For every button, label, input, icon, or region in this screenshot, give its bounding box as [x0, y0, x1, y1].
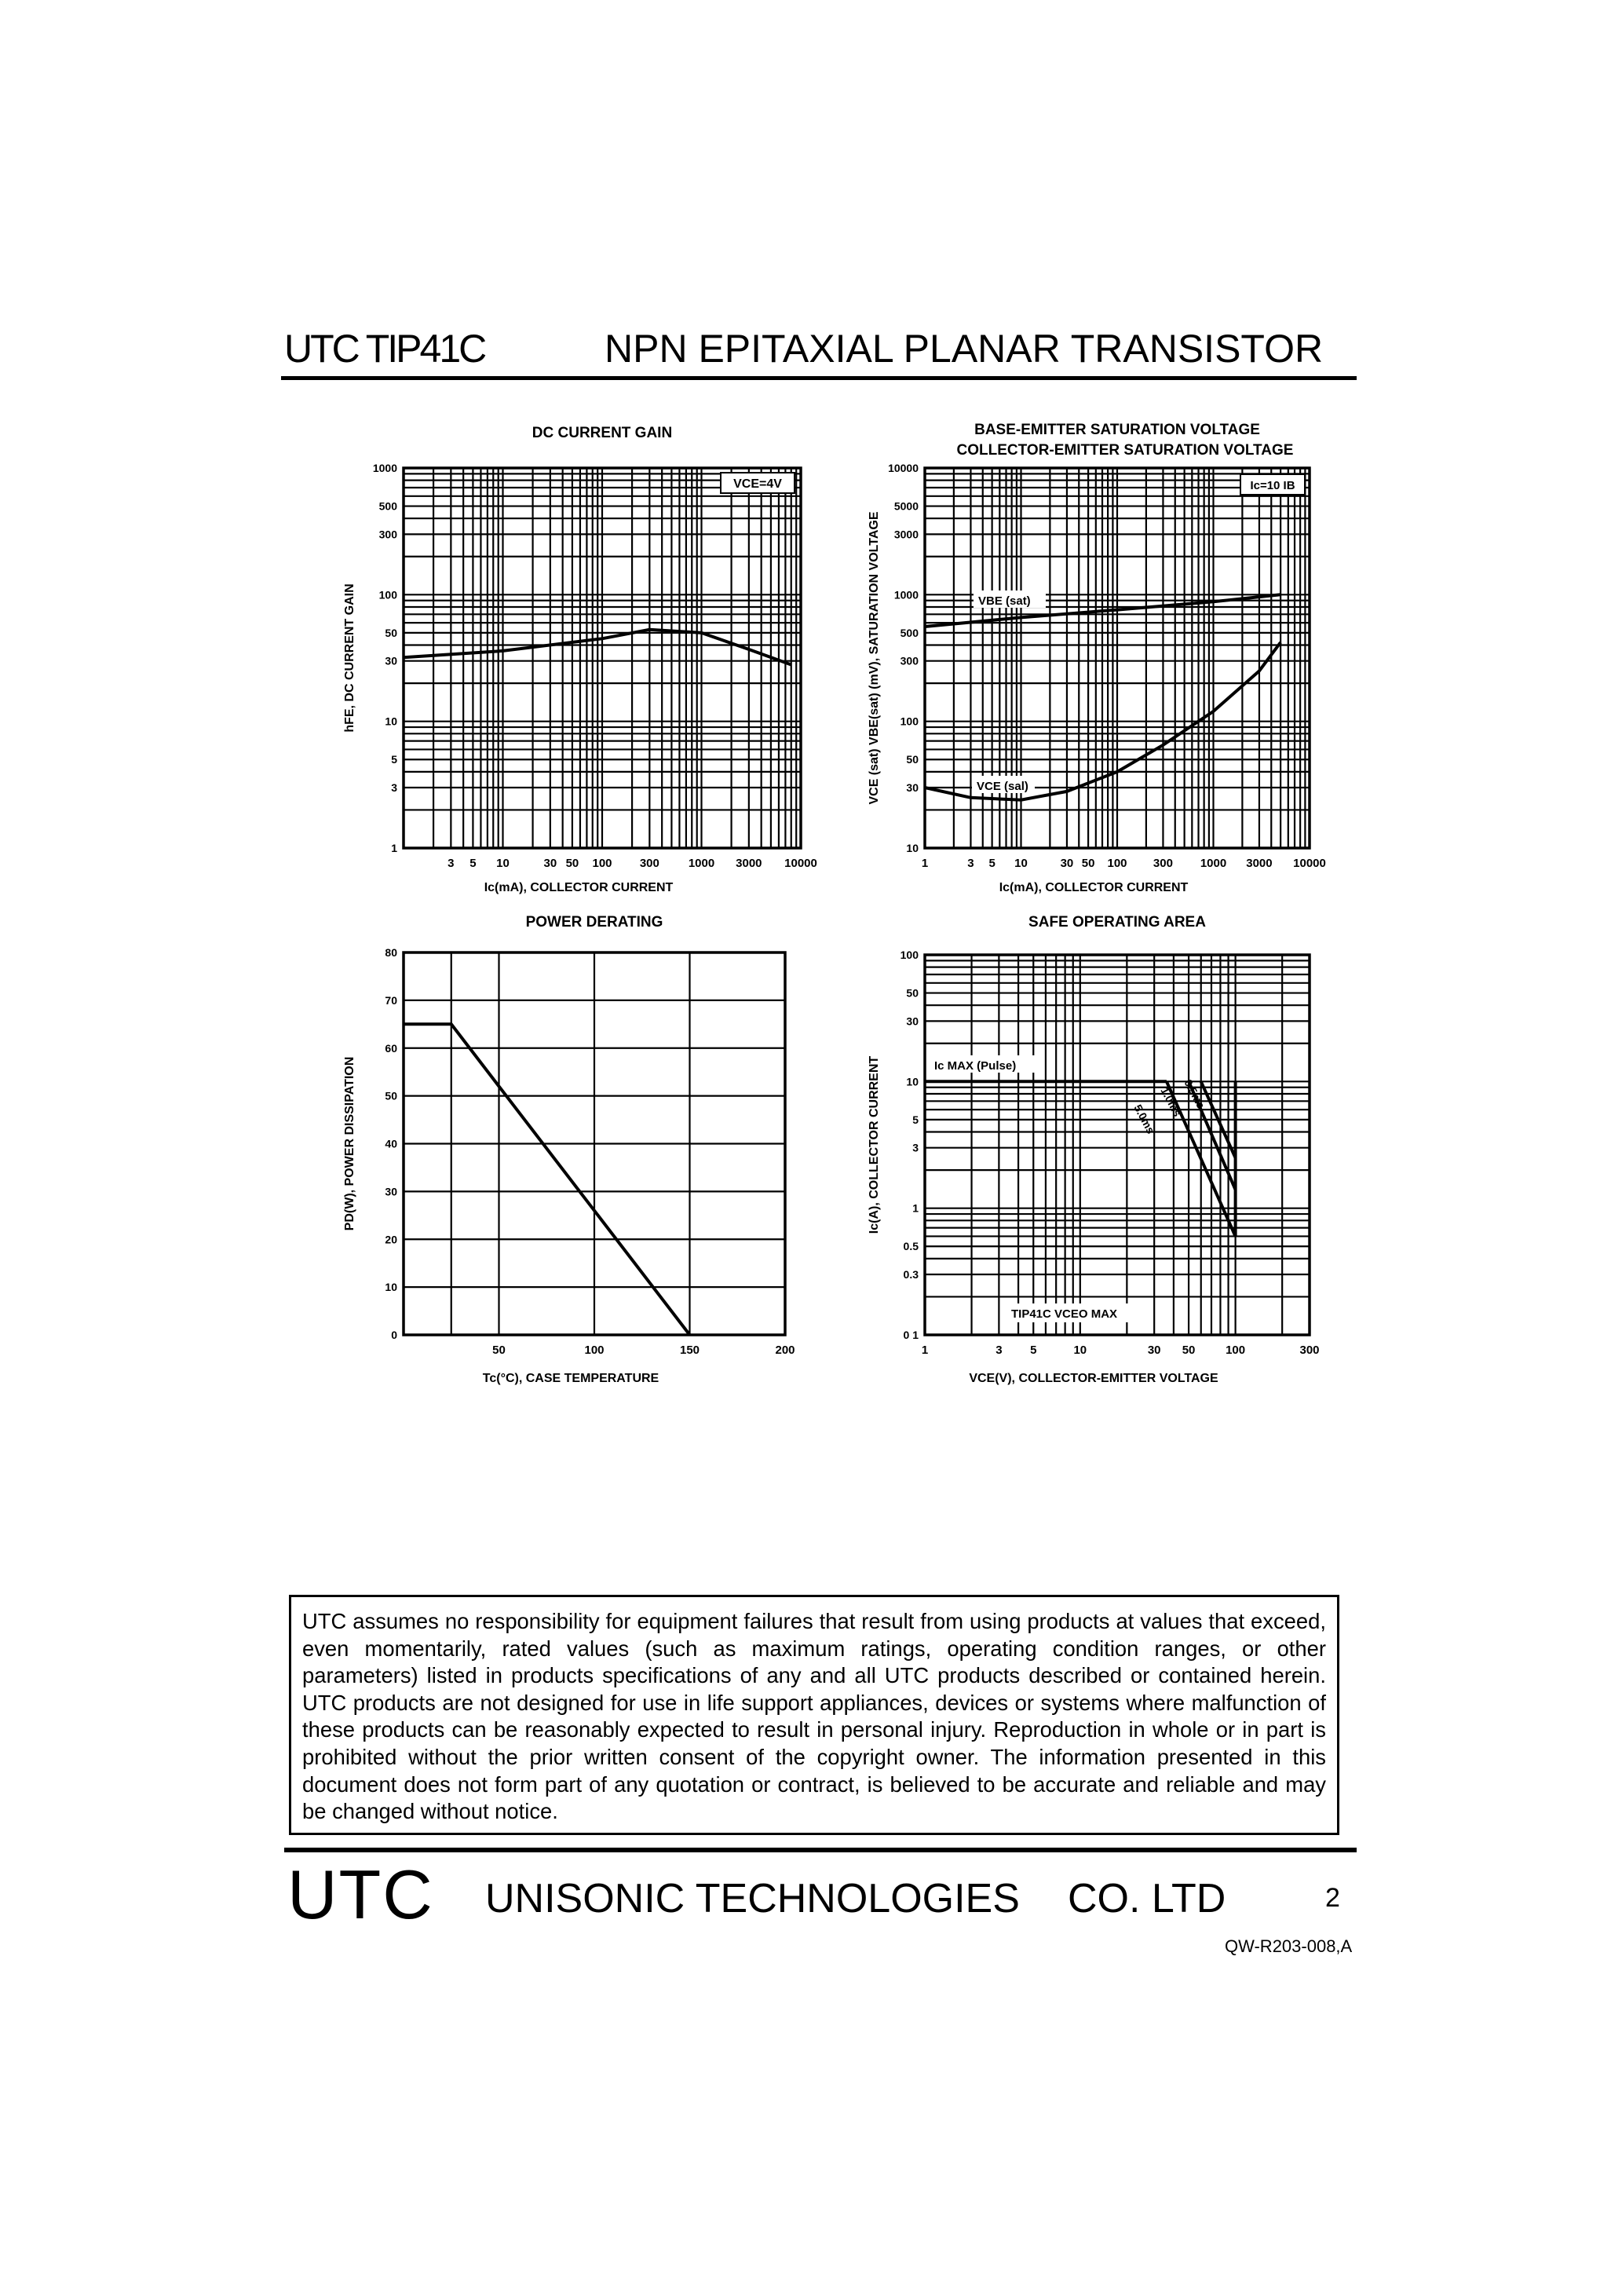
y-tick-label: 100 — [900, 949, 919, 961]
x-tick-label: 3000 — [736, 857, 762, 870]
vceo-max-label: TIP41C VCEO MAX — [1011, 1307, 1118, 1321]
y-tick-label: 5 — [912, 1113, 919, 1126]
footer-rule — [284, 1848, 1357, 1852]
soa-1.0ms-label: 1.0ms — [1158, 1084, 1185, 1119]
y-tick-label: 500 — [900, 626, 919, 639]
x-tick-label: 30 — [1060, 857, 1074, 870]
page-number: 2 — [1325, 1883, 1340, 1913]
y-axis-label: Ic(A), COLLECTOR CURRENT — [868, 1055, 881, 1234]
x-tick-label: 1 — [921, 857, 929, 870]
x-tick-label: 100 — [584, 1344, 605, 1357]
y-tick-label: 3 — [391, 781, 397, 795]
y-tick-label: 10 — [906, 842, 919, 854]
x-tick-label: 50 — [1081, 857, 1095, 870]
x-tick-label: 10000 — [1293, 857, 1326, 870]
vbe-series-label: VBE (sat) — [978, 594, 1031, 608]
plot-frame — [925, 955, 1310, 1335]
y-tick-label: 20 — [385, 1233, 397, 1246]
page-title: NPN EPITAXIAL PLANAR TRANSISTOR — [605, 327, 1324, 371]
y-tick-label: 500 — [378, 499, 397, 513]
x-tick-label: 100 — [592, 857, 612, 870]
y-axis-label: VCE (sat) VBE(sat) (mV), SATURATION VOLTAGE — [868, 511, 881, 805]
y-tick-label: 30 — [385, 1185, 397, 1198]
y-tick-label: 3 — [912, 1141, 919, 1154]
x-tick-label: 30 — [1147, 1344, 1161, 1357]
chart-title: BASE-EMITTER SATURATION VOLTAGE — [974, 422, 1260, 438]
y-tick-label: 10000 — [888, 462, 919, 474]
y-tick-label: 3000 — [893, 528, 919, 541]
x-tick-label: 3 — [995, 1344, 1003, 1357]
y-tick-label: 0 1 — [903, 1329, 919, 1341]
x-tick-label: 1000 — [1200, 857, 1227, 870]
x-axis-label: Ic(mA), COLLECTOR CURRENT — [999, 881, 1189, 894]
x-tick-label: 150 — [679, 1344, 700, 1357]
y-tick-label: 50 — [906, 986, 919, 1000]
x-axis-label: VCE(V), COLLECTOR-EMITTER VOLTAGE — [969, 1372, 1218, 1385]
part-number: UTC TIP41C — [284, 327, 485, 371]
vce-series-label: VCE (sal) — [977, 780, 1028, 793]
x-tick-label: 300 — [639, 857, 659, 870]
y-tick-label: 40 — [385, 1137, 397, 1150]
y-tick-label: 5000 — [893, 499, 919, 513]
x-tick-label: 10 — [1073, 1344, 1087, 1357]
ic-ratio-annotation: Ic=10 IB — [1250, 479, 1295, 492]
y-tick-label: 1 — [912, 1201, 919, 1215]
x-tick-label: 200 — [775, 1344, 795, 1357]
x-tick-label: 10 — [496, 857, 510, 870]
chart-subtitle: COLLECTOR-EMITTER SATURATION VOLTAGE — [956, 442, 1294, 459]
x-tick-label: 3000 — [1246, 857, 1273, 870]
x-tick-label: 300 — [1299, 1344, 1320, 1357]
x-tick-label: 30 — [543, 857, 557, 870]
footer-co-ltd: CO. LTD — [1068, 1876, 1226, 1921]
footer-company: UNISONIC TECHNOLOGIES — [485, 1876, 1020, 1921]
y-tick-label: 100 — [900, 715, 919, 728]
x-tick-label: 1 — [921, 1344, 929, 1357]
y-tick-label: 100 — [378, 588, 397, 601]
x-tick-label: 10 — [1014, 857, 1028, 870]
chart-title: SAFE OPERATING AREA — [1028, 914, 1206, 930]
y-tick-label: 300 — [378, 528, 397, 541]
x-tick-label: 5 — [1030, 1344, 1037, 1357]
x-tick-label: 3 — [967, 857, 974, 870]
x-tick-label: 100 — [1226, 1344, 1246, 1357]
series-line — [404, 1024, 690, 1335]
y-tick-label: 50 — [385, 1089, 397, 1102]
x-tick-label: 10000 — [784, 857, 817, 870]
y-tick-label: 30 — [906, 1015, 919, 1028]
x-tick-label: 100 — [1107, 857, 1127, 870]
y-tick-label: 60 — [385, 1041, 397, 1055]
footer-brand: UTC — [287, 1855, 434, 1933]
y-axis-label: hFE, DC CURRENT GAIN — [343, 583, 356, 733]
y-tick-label: 0.3 — [903, 1268, 919, 1281]
y-tick-label: 50 — [906, 753, 919, 766]
document-code: QW-R203-008,A — [1225, 1936, 1353, 1956]
chart-title: POWER DERATING — [525, 914, 663, 930]
y-tick-label: 50 — [385, 626, 397, 639]
x-axis-label: Ic(mA), COLLECTOR CURRENT — [484, 881, 674, 894]
y-tick-label: 1000 — [372, 462, 397, 474]
y-tick-label: 10 — [385, 1281, 397, 1294]
y-tick-label: 1000 — [893, 588, 919, 601]
chart-title: DC CURRENT GAIN — [532, 425, 673, 441]
y-tick-label: 10 — [385, 715, 397, 728]
y-tick-label: 1 — [391, 842, 397, 854]
x-tick-label: 50 — [565, 857, 579, 870]
y-tick-label: 10 — [906, 1075, 919, 1088]
y-tick-label: 300 — [900, 654, 919, 667]
x-axis-label: Tc(°C), CASE TEMPERATURE — [482, 1372, 659, 1385]
disclaimer-box: UTC assumes no responsibility for equipment failures that result from using products at values that exceed, even momentarily, rated values (such as maximum ratings, operating condition ranges, or other parameters) listed in products specifications of any and all UTC products described or contained herein. UTC products are not designed for use in life support appliances, devices or systems where malfunction of these products can be reasonably expected to result in personal injury. Reproduction in whole or in part is prohibited without the prior written consent of the copyright owner. The information presented in this document does not form part of any quotation or contract, is believed to be accurate and reliable and may be changed without notice. — [289, 1595, 1339, 1835]
soa-5.0ms-label: 5.0ms — [1131, 1102, 1158, 1136]
x-tick-label: 1000 — [688, 857, 715, 870]
x-tick-label: 300 — [1153, 857, 1173, 870]
y-tick-label: 0 — [391, 1329, 397, 1341]
x-tick-label: 5 — [469, 857, 477, 870]
y-tick-label: 0.5 — [903, 1240, 919, 1253]
y-tick-label: 30 — [906, 781, 919, 795]
x-tick-label: 5 — [988, 857, 995, 870]
ic-max-label: Ic MAX (Pulse) — [934, 1059, 1017, 1073]
y-tick-label: 70 — [385, 993, 397, 1007]
vce-annotation: VCE=4V — [733, 477, 782, 491]
x-tick-label: 3 — [448, 857, 455, 870]
soa-0.5ms-label: 0.5ms — [1182, 1077, 1208, 1111]
y-tick-label: 30 — [385, 654, 397, 667]
y-tick-label: 5 — [391, 753, 397, 766]
x-tick-label: 50 — [1182, 1344, 1196, 1357]
y-tick-label: 80 — [385, 946, 397, 959]
y-axis-label: PD(W), POWER DISSIPATION — [343, 1056, 356, 1231]
x-tick-label: 50 — [492, 1344, 506, 1357]
